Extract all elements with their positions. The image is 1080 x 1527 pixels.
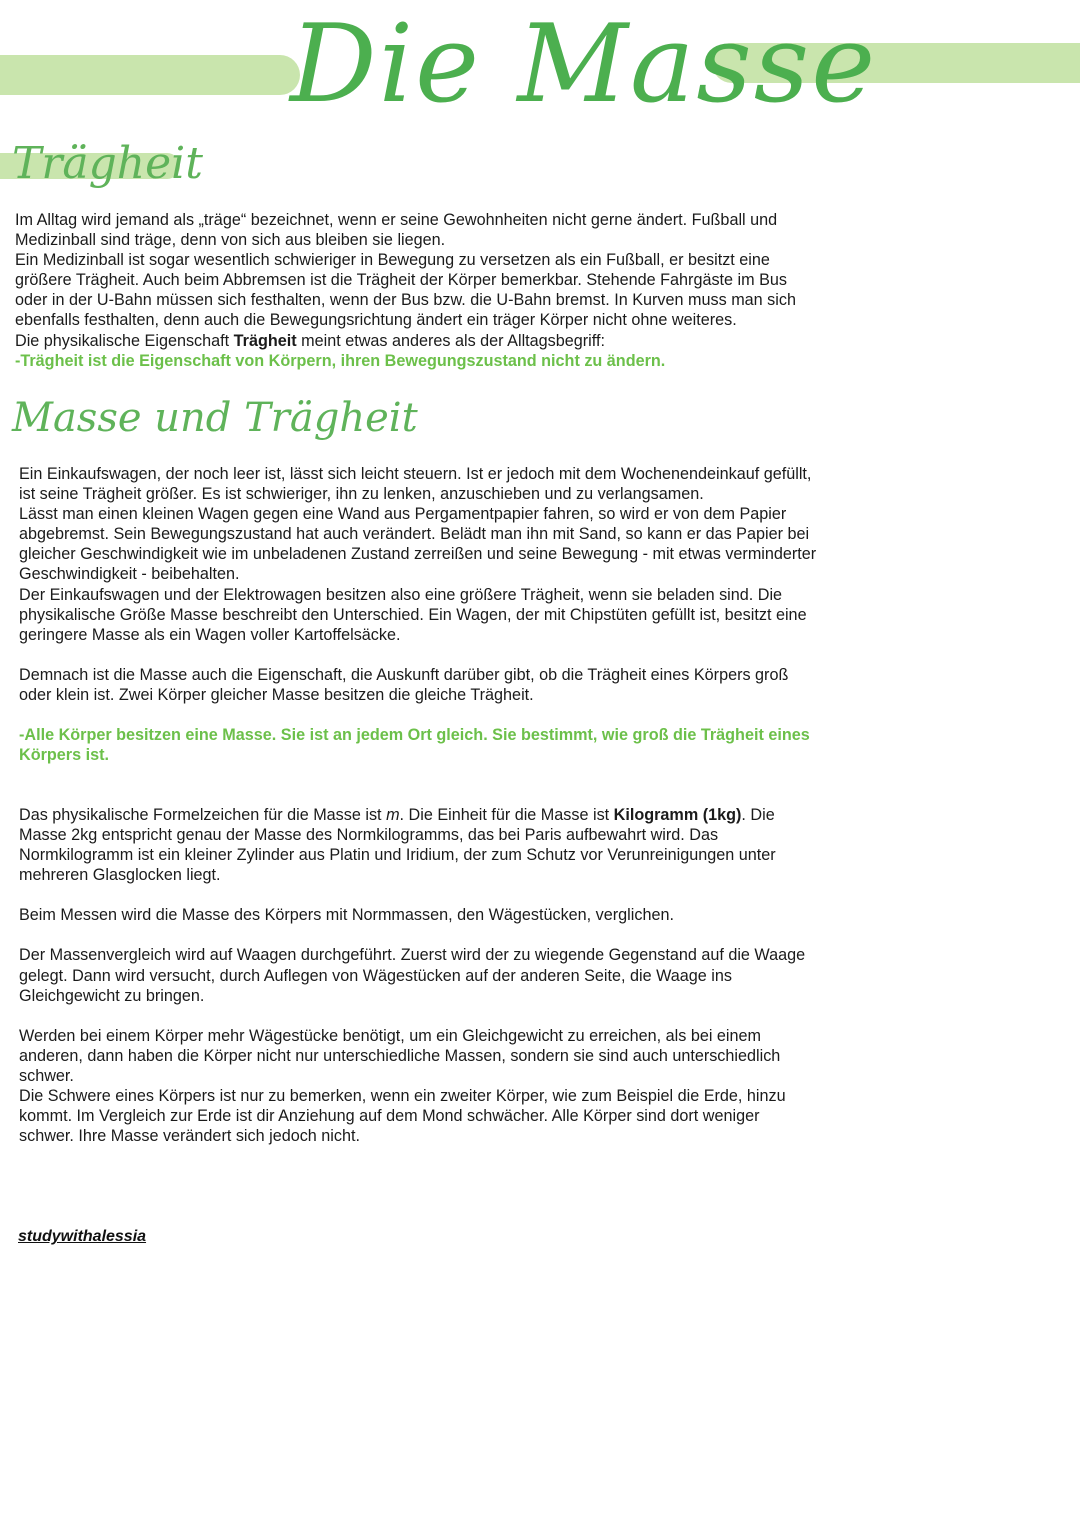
text-line: größere Trägheit. Auch beim Abbremsen ist die Trägheit der Körper bemerkbar. Stehende Fahrgäste im Bus xyxy=(15,271,788,290)
text-line: Geschwindigkeit - beibehalten. xyxy=(19,565,240,584)
text-line: geringere Masse als ein Wagen voller Kartoffelsäcke. xyxy=(19,625,401,644)
definition-line xyxy=(15,331,796,351)
author-signature: studywithalessia xyxy=(18,1228,147,1245)
title-band-left xyxy=(0,55,300,95)
section-traegheit-text xyxy=(15,210,796,371)
text-line: gelegt. Dann wird versucht, durch Auflegen von Wägestücken auf der anderen Seite, die Waage ins xyxy=(19,966,732,985)
text-line: gleicher Geschwindigkeit wie im unbeladenen Zustand zerreißen und seine Bewegung - mit etwas verminderter xyxy=(19,545,817,564)
text-line: schwer. xyxy=(19,1066,74,1085)
text-line: mehreren Glasglocken liegt. xyxy=(19,866,221,885)
unit-text-c: . Die xyxy=(741,806,775,824)
highlight-traegheit: -Trägheit ist die Eigenschaft von Körpern, ihren Bewegungszustand nicht zu ändern. xyxy=(15,351,666,370)
text-line: physikalische Größe Masse beschreibt den Unterschied. Ein Wagen, der mit Chipstüten gefüllt ist, besitzt eine xyxy=(19,605,807,624)
text-line: Ein Einkaufswagen, der noch leer ist, lässt sich leicht steuern. Ist er jedoch mit dem Wochenendeinkauf gefüllt, xyxy=(19,465,812,483)
section-masse-text xyxy=(19,464,816,765)
unit-text-b: . Die Einheit für die Masse ist xyxy=(399,806,614,824)
formula-symbol: m xyxy=(386,806,400,824)
text-line: Werden bei einem Körper mehr Wägestücke benötigt, um ein Gleichgewicht zu erreichen, als bei einem xyxy=(19,1026,762,1045)
definition-after: meint etwas anderes als der Alltagsbegriff: xyxy=(296,331,605,350)
section-heading-traegheit: Trägheit xyxy=(12,138,203,189)
text-line: Medizinball sind träge, denn von sich aus bleiben sie liegen. xyxy=(15,231,446,250)
highlight-masse: -Alle Körper besitzen eine Masse. Sie ist an jedem Ort gleich. Sie bestimmt, wie groß die Trägheit eines xyxy=(19,726,810,745)
text-line: Masse 2kg entspricht genau der Masse des Normkilogramms, das bei Paris aufbewahrt wird. Das xyxy=(19,826,719,845)
highlight-masse: Körpers ist. xyxy=(19,746,109,765)
text-line: anderen, dann haben die Körper nicht nur unterschiedliche Massen, sondern sie sind auch unterschiedlich xyxy=(19,1046,781,1065)
text-line: oder in der U-Bahn müssen sich festhalten, wenn der Bus bzw. die U-Bahn bremst. In Kurven muss man sich xyxy=(15,291,796,310)
text-line: Demnach ist die Masse auch die Eigenschaft, die Auskunft darüber gibt, ob die Trägheit eines Körpers groß xyxy=(19,665,789,684)
text-line: Der Einkaufswagen und der Elektrowagen besitzen also eine größere Trägheit, wenn sie beladen sind. Die xyxy=(19,585,783,604)
text-line: Gleichgewicht zu bringen. xyxy=(19,986,205,1005)
definition-before: Die physikalische Eigenschaft xyxy=(15,331,234,350)
definition-term: Trägheit xyxy=(233,331,297,350)
text-line: Im Alltag wird jemand als „träge“ bezeichnet, wenn er seine Gewohnheiten nicht gerne ändert. Fußball und xyxy=(15,211,778,229)
text-line: kommt. Im Vergleich zur Erde ist dir Anziehung auf dem Mond schwächer. Alle Körper sind dort weniger xyxy=(19,1107,760,1126)
unit-text-a: Das physikalische Formelzeichen für die Masse ist xyxy=(19,806,387,824)
text-line: oder klein ist. Zwei Körper gleicher Masse besitzen die gleiche Trägheit. xyxy=(19,685,534,704)
unit-line xyxy=(19,805,805,825)
section-einheit-text xyxy=(19,805,805,1146)
text-line: Der Massenvergleich wird auf Waagen durchgeführt. Zuerst wird der zu wiegende Gegenstand auf die Waage xyxy=(19,946,806,965)
unit-name: Kilogramm (1kg) xyxy=(613,806,742,824)
text-line: ebenfalls festhalten, denn auch die Bewegungsrichtung ändert ein träger Körper nicht ohne weiteres. xyxy=(15,311,737,330)
text-line: Lässt man einen kleinen Wagen gegen eine Wand aus Pergamentpapier fahren, so wird er von dem Papier xyxy=(19,505,787,524)
text-line: ist seine Trägheit größer. Es ist schwieriger, ihn zu lenken, anzuschieben und zu verlangsamen. xyxy=(19,485,704,504)
text-line: abgebremst. Sein Bewegungszustand hat auch verändert. Belädt man ihn mit Sand, so kann er das Papier bei xyxy=(19,525,810,544)
text-line: Normkilogramm ist ein kleiner Zylinder aus Platin und Iridium, der zum Schutz vor Verunreinigungen unter xyxy=(19,846,776,865)
text-line: Ein Medizinball ist sogar wesentlich schwieriger in Bewegung zu versetzen als ein Fußball, er besitzt eine xyxy=(15,251,770,270)
section-heading-masse-und-traegheit: Masse und Trägheit xyxy=(12,395,418,441)
text-line: schwer. Ihre Masse verändert sich jedoch nicht. xyxy=(19,1127,360,1146)
text-line: Beim Messen wird die Masse des Körpers mit Normmassen, den Wägestücken, verglichen. xyxy=(19,906,674,925)
page-title: Die Masse xyxy=(290,2,878,127)
text-line: Die Schwere eines Körpers ist nur zu bemerken, wenn ein zweiter Körper, wie zum Beispiel die Erde, hinzu xyxy=(19,1087,786,1106)
